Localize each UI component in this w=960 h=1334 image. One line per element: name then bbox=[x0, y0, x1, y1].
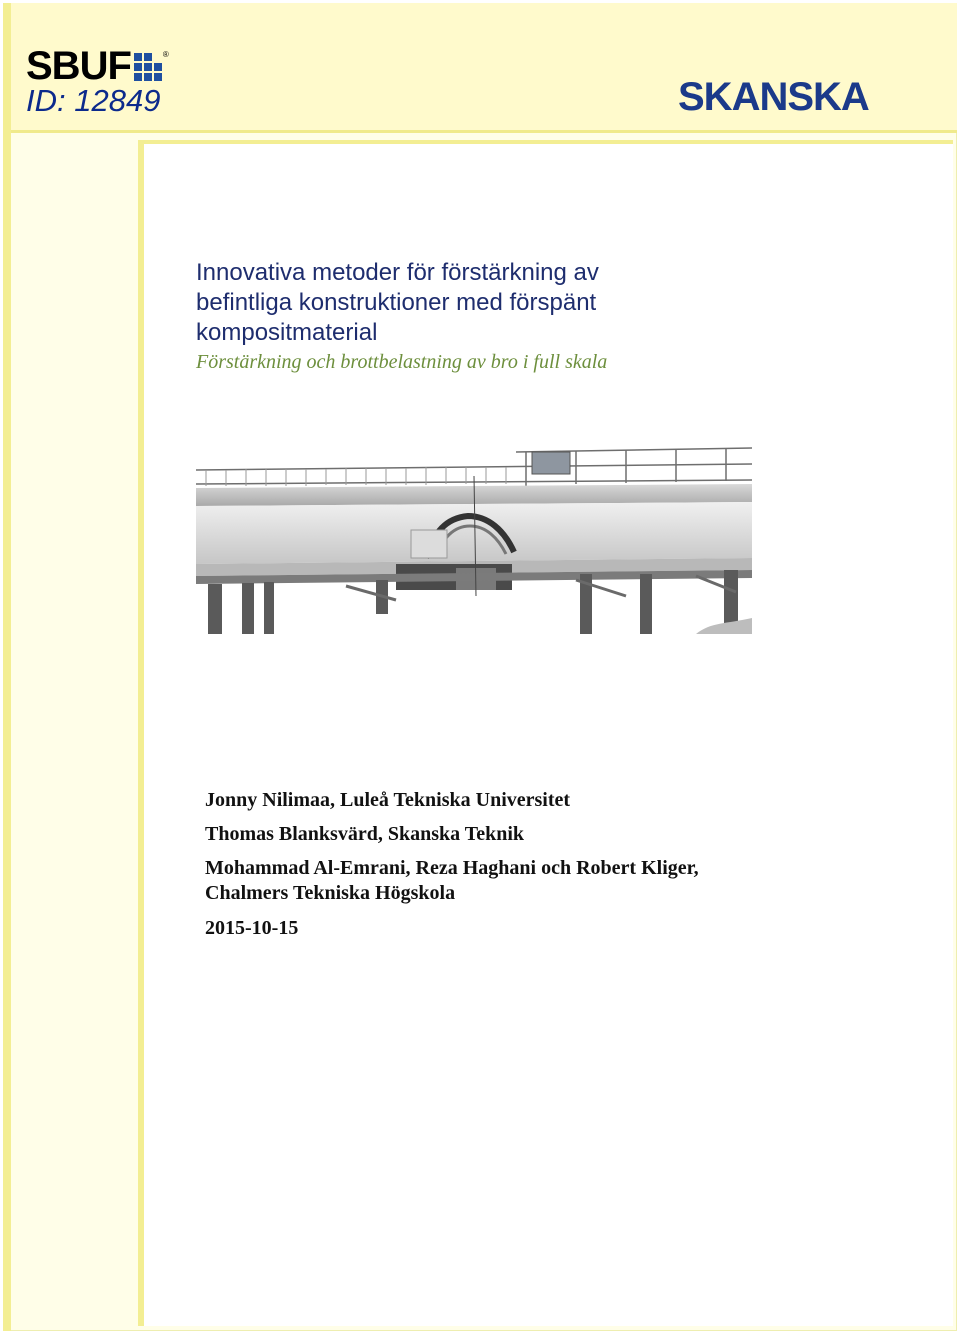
author-line: Jonny Nilimaa, Luleå Tekniska Universitet bbox=[205, 789, 571, 811]
title-line: befintliga konstruktioner med förspänt bbox=[196, 289, 597, 316]
author-block bbox=[205, 788, 905, 941]
document-subtitle: Förstärkning och brottbelastning av bro i full skala bbox=[196, 351, 608, 373]
document-title bbox=[196, 258, 756, 348]
bridge-photo bbox=[196, 446, 752, 634]
title-line: kompositmaterial bbox=[196, 319, 378, 346]
sbuf-logo bbox=[26, 44, 169, 88]
skanska-logo: SKANSKA bbox=[678, 75, 869, 119]
document-date: 2015-10-15 bbox=[205, 917, 299, 939]
left-yellow-stripe bbox=[3, 3, 11, 1331]
title-line: Innovativa metoder för förstärkning av bbox=[196, 259, 599, 286]
document-id: ID: 12849 bbox=[26, 83, 161, 118]
author-line: Mohammad Al-Emrani, Reza Haghani och Robert Kliger, bbox=[205, 857, 699, 879]
sbuf-grid-icon bbox=[134, 53, 162, 81]
bridge-photo-graphic bbox=[196, 446, 752, 634]
registered-mark: ® bbox=[162, 50, 169, 59]
sbuf-logo-text: SBUF bbox=[26, 44, 131, 88]
author-affiliation: Chalmers Tekniska Högskola bbox=[205, 882, 456, 904]
author-line: Thomas Blanksvärd, Skanska Teknik bbox=[205, 823, 525, 845]
